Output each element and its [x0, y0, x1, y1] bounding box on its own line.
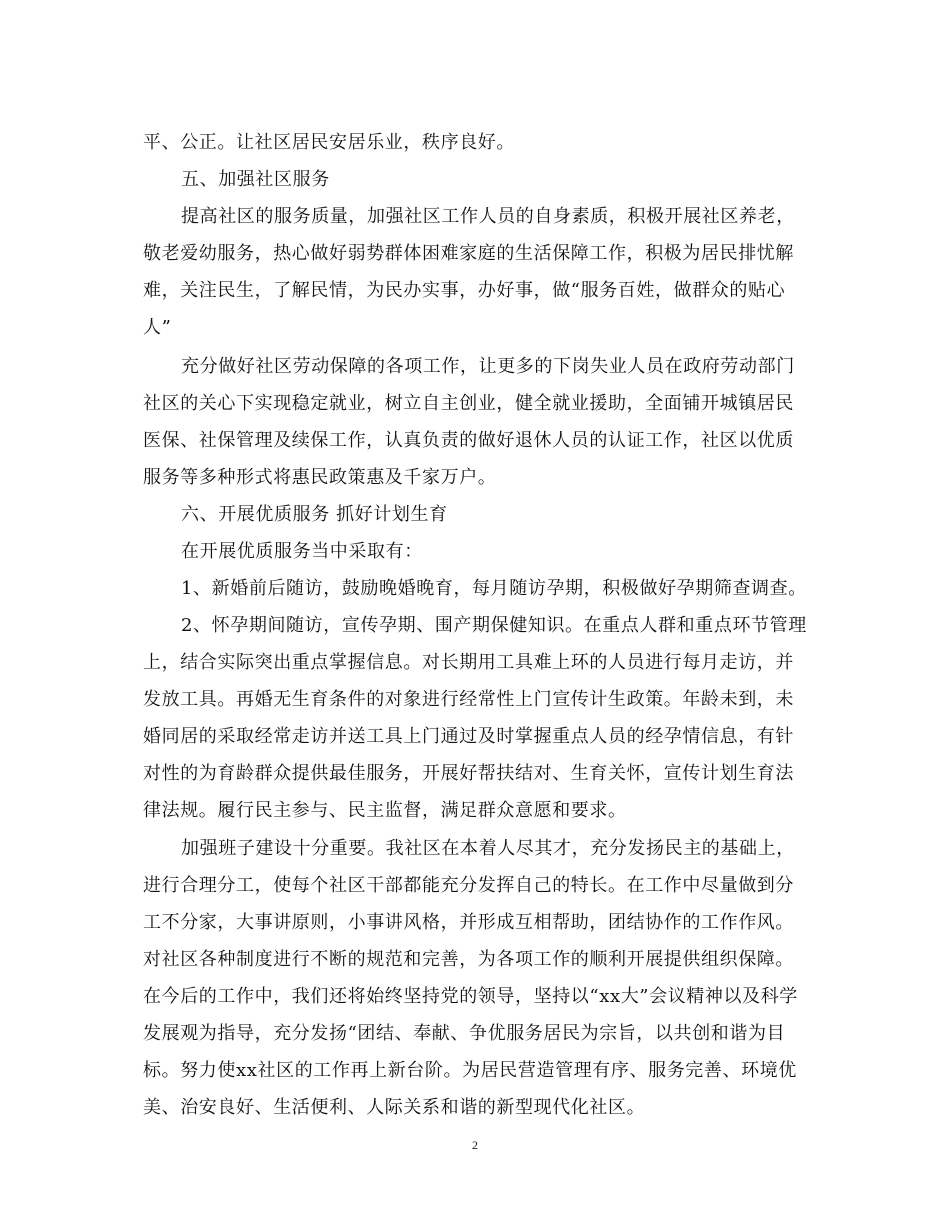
text-line: 上，结合实际突出重点掌握信息。对长期用工具难上环的人员进行每月走访，并	[143, 652, 794, 673]
text-line: 难，关注民生，了解民情，为民办实事，办好事，做“服务百姓，做群众的贴心	[143, 280, 786, 301]
text-line: 进行合理分工，使每个社区干部都能充分发挥自己的特长。在工作中尽量做到分	[143, 875, 794, 896]
text-line: 敬老爱幼服务，热心做好弱势群体困难家庭的生活保障工作，积极为居民排忧解	[143, 243, 794, 264]
section-heading: 五、加强社区服务	[181, 169, 330, 190]
list-item: 1、新婚前后随访，鼓励晚婚晚育，每月随访孕期，积极做好孕期筛查调查。	[181, 578, 807, 599]
text-line: 发放工具。再婚无生育条件的对象进行经常性上门宣传计生政策。年龄未到，未	[143, 689, 794, 710]
text-line: 律法规。履行民主参与、民主监督，满足群众意愿和要求。	[143, 800, 627, 821]
text-line: 人”	[143, 317, 172, 338]
text-line: 在开展优质服务当中采取有：	[181, 541, 423, 562]
text-line: 加强班子建设十分重要。我社区在本着人尽其才，充分发扬民主的基础上，	[181, 838, 795, 859]
section-heading: 六、开展优质服务 抓好计划生育	[181, 504, 448, 525]
text-line: 在今后的工作中，我们还将始终坚持党的领导，坚持以“xx大”会议精神以及科学	[143, 986, 798, 1007]
text-line: 标。努力使xx社区的工作再上新台阶。为居民营造管理有序、服务完善、环境优	[143, 1060, 797, 1081]
text-line: 服务等多种形式将惠民政策惠及千家万户。	[143, 467, 497, 488]
text-line: 发展观为指导，充分发扬“团结、奉献、争优服务居民为宗旨，以共创和谐为目	[143, 1023, 786, 1044]
text-line: 对性的为育龄群众提供最佳服务，开展好帮扶结对、生育关怀，宣传计划生育法	[143, 763, 794, 784]
text-line: 工不分家，大事讲原则，小事讲风格，并形成互相帮助，团结协作的工作作风。	[143, 912, 794, 933]
text-line: 美、治安良好、生活便利、人际关系和谐的新型现代化社区。	[143, 1097, 646, 1118]
text-line: 医保、社保管理及续保工作，认真负责的做好退休人员的认证工作，社区以优质	[143, 430, 794, 451]
text-line: 婚同居的采取经常走访并送工具上门通过及时掌握重点人员的经孕情信息，有针	[143, 726, 794, 747]
text-line: 平、公正。让社区居民安居乐业，秩序良好。	[143, 132, 515, 153]
text-line: 提高社区的服务质量，加强社区工作人员的自身素质，积极开展社区养老，	[181, 206, 795, 227]
text-line: 对社区各种制度进行不断的规范和完善，为各项工作的顺利开展提供组织保障。	[143, 949, 794, 970]
text-line: 充分做好社区劳动保障的各项工作，让更多的下岗失业人员在政府劳动部门	[181, 356, 795, 377]
list-item: 2、怀孕期间随访，宣传孕期、围产期保健知识。在重点人群和重点环节管理	[181, 615, 807, 636]
page-number: 2	[472, 1138, 478, 1152]
text-line: 社区的关心下实现稳定就业，树立自主创业，健全就业援助，全面铺开城镇居民	[143, 393, 794, 414]
